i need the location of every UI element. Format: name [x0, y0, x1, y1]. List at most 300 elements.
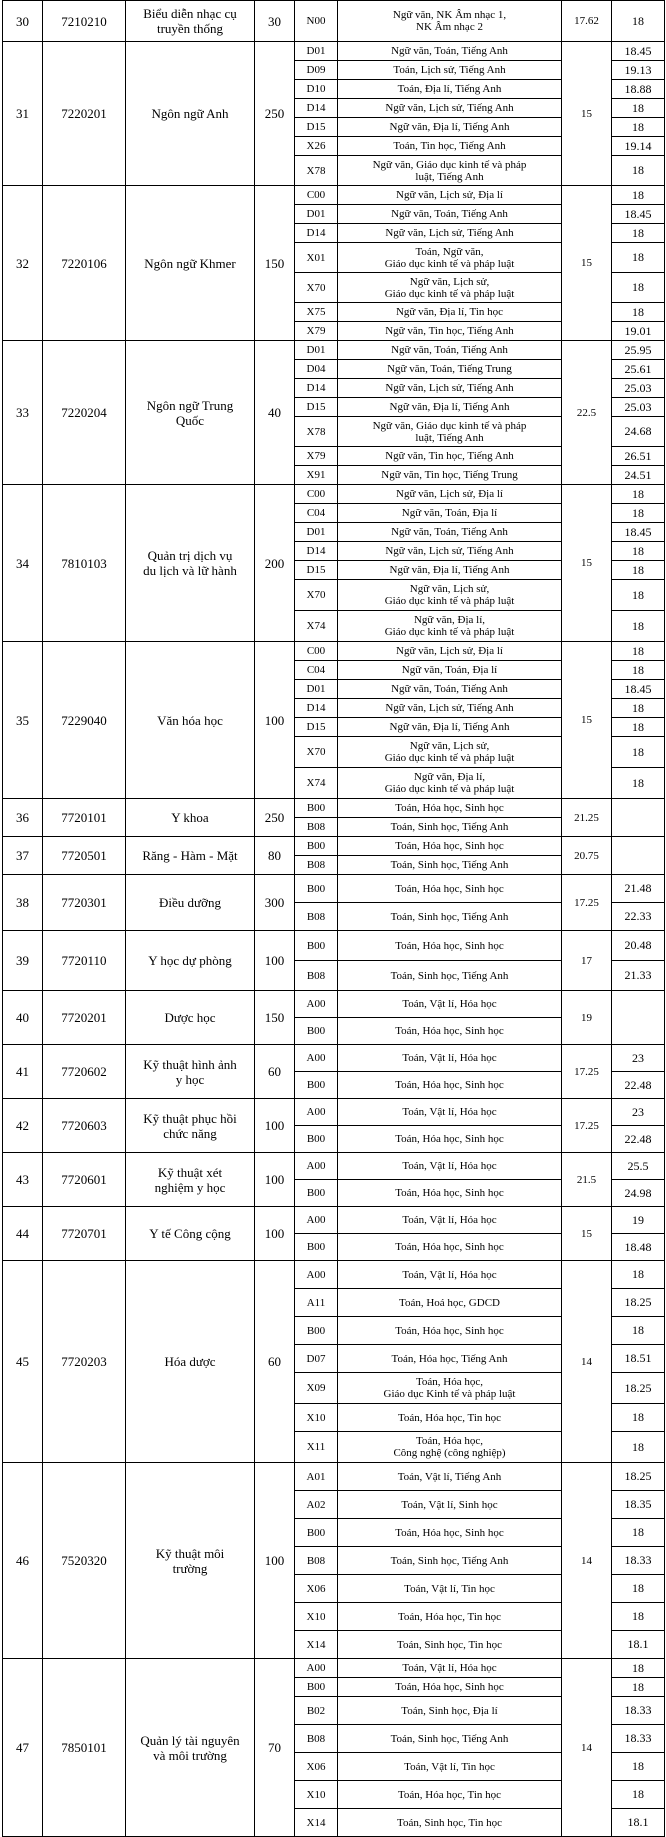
floor-score: 20.75	[562, 837, 612, 875]
combo-code: B08	[295, 1725, 338, 1753]
combo-subjects: Toán, Sinh học, Địa lí	[338, 1697, 562, 1725]
floor-score: 17.62	[562, 1, 612, 42]
combo-score: 24.68	[612, 417, 665, 447]
program-quota: 100	[255, 642, 295, 799]
program-quota: 150	[255, 991, 295, 1045]
floor-score: 17	[562, 931, 612, 991]
program-quota: 100	[255, 931, 295, 991]
combo-score: 19.01	[612, 322, 665, 341]
combo-code: D01	[295, 205, 338, 224]
combo-score: 18	[612, 737, 665, 768]
combo-code: A00	[295, 1099, 338, 1126]
combo-score: 18	[612, 1404, 665, 1432]
combo-subjects: Toán, Sinh học, Tiếng Anh	[338, 903, 562, 931]
combo-score: 18.45	[612, 523, 665, 542]
program-number: 41	[3, 1045, 43, 1099]
combo-subjects: Toán, Sinh học, Tiếng Anh	[338, 818, 562, 837]
combo-subjects: Ngữ văn, NK Âm nhạc 1, NK Âm nhạc 2	[338, 1, 562, 42]
program-name: Y tế Công cộng	[126, 1207, 255, 1261]
table-row	[3, 875, 665, 903]
combo-score: 18	[612, 1261, 665, 1289]
combo-subjects: Ngữ văn, Lịch sử, Tiếng Anh	[338, 224, 562, 243]
combo-subjects: Ngữ văn, Lịch sử, Giáo dục kinh tế và pháp luật	[338, 580, 562, 611]
combo-code: X06	[295, 1753, 338, 1781]
combo-score: 23	[612, 1045, 665, 1072]
combo-code: X10	[295, 1404, 338, 1432]
combo-score: 18	[612, 99, 665, 118]
combo-code: X26	[295, 137, 338, 156]
combo-code: X10	[295, 1781, 338, 1809]
table-row	[3, 837, 665, 856]
combo-score: 19.14	[612, 137, 665, 156]
combo-score: 19.13	[612, 61, 665, 80]
program-name: Quản trị dịch vụ du lịch và lữ hành	[126, 485, 255, 642]
combo-code: X10	[295, 1603, 338, 1631]
table-row	[3, 1207, 665, 1234]
combo-subjects: Toán, Hóa học, Sinh học	[338, 799, 562, 818]
floor-score: 14	[562, 1261, 612, 1463]
combo-score: 18	[612, 1678, 665, 1697]
combo-subjects: Toán, Vật lí, Tin học	[338, 1753, 562, 1781]
combo-subjects: Toán, Sinh học, Tiếng Anh	[338, 1547, 562, 1575]
combo-score: 18	[612, 718, 665, 737]
combo-subjects: Ngữ văn, Tin học, Tiếng Trung	[338, 466, 562, 485]
combo-score: 18	[612, 580, 665, 611]
combo-subjects: Ngữ văn, Địa lí, Tiếng Anh	[338, 561, 562, 580]
program-name: Kỹ thuật phục hồi chức năng	[126, 1099, 255, 1153]
combo-code: B00	[295, 875, 338, 903]
combo-code: D15	[295, 398, 338, 417]
combo-code: D15	[295, 718, 338, 737]
combo-score: 23	[612, 1099, 665, 1126]
combo-code: A11	[295, 1289, 338, 1317]
combo-subjects: Ngữ văn, Địa lí, Giáo dục kinh tế và pháp luật	[338, 768, 562, 799]
combo-score: 18.33	[612, 1725, 665, 1753]
combo-score: 18	[612, 504, 665, 523]
combo-subjects: Toán, Sinh học, Tiếng Anh	[338, 961, 562, 991]
combo-subjects: Toán, Hóa học, Sinh học	[338, 1072, 562, 1099]
combo-code: C00	[295, 642, 338, 661]
combo-score: 22.48	[612, 1072, 665, 1099]
program-name: Kỹ thuật hình ảnh y học	[126, 1045, 255, 1099]
combo-subjects: Ngữ văn, Lịch sử, Tiếng Anh	[338, 542, 562, 561]
floor-score: 19	[562, 991, 612, 1045]
combo-subjects: Ngữ văn, Giáo dục kinh tế và pháp luật, Tiếng Anh	[338, 156, 562, 186]
table-row	[3, 42, 665, 61]
program-code: 7220106	[43, 186, 126, 341]
combo-score: 24.51	[612, 466, 665, 485]
program-name: Răng - Hàm - Mặt	[126, 837, 255, 875]
program-number: 42	[3, 1099, 43, 1153]
program-number: 40	[3, 991, 43, 1045]
table-row	[3, 1, 665, 42]
combo-subjects: Toán, Hóa học, Tin học	[338, 1603, 562, 1631]
table-row	[3, 642, 665, 661]
floor-score: 17.25	[562, 1099, 612, 1153]
combo-code: D07	[295, 1345, 338, 1373]
combo-score: 18	[612, 1781, 665, 1809]
program-number: 43	[3, 1153, 43, 1207]
combo-subjects: Toán, Hóa học, Giáo dục Kinh tế và pháp luật	[338, 1373, 562, 1404]
program-name: Kỹ thuật môi trường	[126, 1463, 255, 1659]
combo-subjects: Toán, Hóa học, Sinh học	[338, 837, 562, 856]
combo-code: B00	[295, 837, 338, 856]
program-code: 7220204	[43, 341, 126, 485]
combo-subjects: Toán, Vật lí, Hóa học	[338, 1153, 562, 1180]
combo-score: 21.33	[612, 961, 665, 991]
table-row	[3, 1659, 665, 1678]
combo-score: 18.88	[612, 80, 665, 99]
combo-code: X78	[295, 417, 338, 447]
combo-code: A00	[295, 1045, 338, 1072]
floor-score: 15	[562, 485, 612, 642]
combo-subjects: Toán, Hóa học, Tiếng Anh	[338, 1345, 562, 1373]
combo-score: 18.35	[612, 1491, 665, 1519]
program-quota: 100	[255, 1153, 295, 1207]
combo-score: 18	[612, 542, 665, 561]
program-code: 7720201	[43, 991, 126, 1045]
combo-subjects: Ngữ văn, Địa lí, Tiếng Anh	[338, 398, 562, 417]
combo-score: 18.33	[612, 1697, 665, 1725]
combo-subjects: Ngữ văn, Toán, Tiếng Anh	[338, 523, 562, 542]
floor-score: 14	[562, 1659, 612, 1837]
program-quota: 150	[255, 186, 295, 341]
combo-subjects: Toán, Vật lí, Sinh học	[338, 1491, 562, 1519]
program-name: Y khoa	[126, 799, 255, 837]
combo-code: X74	[295, 611, 338, 642]
combo-code: X06	[295, 1575, 338, 1603]
combo-score: 18	[612, 1519, 665, 1547]
program-code: 7720701	[43, 1207, 126, 1261]
program-quota: 30	[255, 1, 295, 42]
program-number: 39	[3, 931, 43, 991]
combo-code: C00	[295, 485, 338, 504]
combo-score: 18	[612, 1659, 665, 1678]
program-code: 7720301	[43, 875, 126, 931]
combo-code: D14	[295, 379, 338, 398]
combo-code: B02	[295, 1697, 338, 1725]
combo-code: X70	[295, 580, 338, 611]
table-row	[3, 931, 665, 961]
combo-score: 18	[612, 561, 665, 580]
combo-score: 18.1	[612, 1631, 665, 1659]
floor-score: 17.25	[562, 1045, 612, 1099]
table-row	[3, 186, 665, 205]
table-row	[3, 1463, 665, 1491]
program-code: 7229040	[43, 642, 126, 799]
combo-subjects: Ngữ văn, Tin học, Tiếng Anh	[338, 322, 562, 341]
combo-code: A00	[295, 1153, 338, 1180]
combo-subjects: Ngữ văn, Toán, Địa lí	[338, 504, 562, 523]
program-number: 34	[3, 485, 43, 642]
combo-score: 22.33	[612, 903, 665, 931]
combo-score: 18.25	[612, 1373, 665, 1404]
combo-score: 25.5	[612, 1153, 665, 1180]
combo-subjects: Ngữ văn, Toán, Tiếng Anh	[338, 680, 562, 699]
combo-score: 18	[612, 768, 665, 799]
program-number: 38	[3, 875, 43, 931]
combo-code: A00	[295, 1261, 338, 1289]
program-quota: 80	[255, 837, 295, 875]
combo-score: 18	[612, 611, 665, 642]
combo-score: 18	[612, 1575, 665, 1603]
program-name: Văn hóa học	[126, 642, 255, 799]
program-number: 37	[3, 837, 43, 875]
table-row	[3, 341, 665, 360]
combo-subjects: Toán, Ngữ văn, Giáo dục kinh tế và pháp luật	[338, 243, 562, 273]
combo-score: 18.45	[612, 680, 665, 699]
combo-subjects: Ngữ văn, Lịch sử, Tiếng Anh	[338, 99, 562, 118]
floor-score: 15	[562, 642, 612, 799]
combo-code: X09	[295, 1373, 338, 1404]
combo-code: X70	[295, 273, 338, 303]
program-code: 7720501	[43, 837, 126, 875]
combo-score: 18	[612, 1603, 665, 1631]
combo-code: X14	[295, 1631, 338, 1659]
combo-code: B00	[295, 1317, 338, 1345]
combo-score: 18	[612, 243, 665, 273]
program-quota: 250	[255, 799, 295, 837]
combo-subjects: Toán, Hóa học, Tin học	[338, 1404, 562, 1432]
combo-subjects: Toán, Sinh học, Tiếng Anh	[338, 856, 562, 875]
combo-subjects: Toán, Tin học, Tiếng Anh	[338, 137, 562, 156]
program-number: 45	[3, 1261, 43, 1463]
combo-code: X74	[295, 768, 338, 799]
combo-code: D15	[295, 561, 338, 580]
combo-code: X75	[295, 303, 338, 322]
combo-code: C00	[295, 186, 338, 205]
combo-code: B00	[295, 1018, 338, 1045]
combo-code: D01	[295, 680, 338, 699]
combo-score	[612, 991, 665, 1045]
combo-code: A00	[295, 991, 338, 1018]
program-number: 32	[3, 186, 43, 341]
combo-code: A00	[295, 1207, 338, 1234]
table-row	[3, 799, 665, 818]
combo-subjects: Ngữ văn, Địa lí, Tiếng Anh	[338, 118, 562, 137]
combo-subjects: Toán, Lịch sử, Tiếng Anh	[338, 61, 562, 80]
combo-subjects: Ngữ văn, Toán, Tiếng Anh	[338, 341, 562, 360]
combo-subjects: Toán, Vật lí, Hóa học	[338, 991, 562, 1018]
combo-score: 18	[612, 186, 665, 205]
combo-code: X79	[295, 322, 338, 341]
combo-code: B00	[295, 1180, 338, 1207]
combo-code: N00	[295, 1, 338, 42]
program-number: 44	[3, 1207, 43, 1261]
program-quota: 250	[255, 42, 295, 186]
combo-code: D01	[295, 341, 338, 360]
program-quota: 60	[255, 1045, 295, 1099]
combo-code: D14	[295, 542, 338, 561]
program-code: 7720602	[43, 1045, 126, 1099]
program-code: 7520320	[43, 1463, 126, 1659]
program-quota: 100	[255, 1099, 295, 1153]
combo-score: 18	[612, 303, 665, 322]
floor-score: 15	[562, 186, 612, 341]
combo-subjects: Toán, Vật lí, Hóa học	[338, 1261, 562, 1289]
combo-subjects: Ngữ văn, Địa lí, Tiếng Anh	[338, 718, 562, 737]
combo-subjects: Toán, Sinh học, Tin học	[338, 1631, 562, 1659]
combo-score: 25.61	[612, 360, 665, 379]
combo-code: A01	[295, 1463, 338, 1491]
combo-score: 25.95	[612, 341, 665, 360]
combo-score: 24.98	[612, 1180, 665, 1207]
program-name: Ngôn ngữ Trung Quốc	[126, 341, 255, 485]
combo-score: 18.51	[612, 1345, 665, 1373]
program-code: 7850101	[43, 1659, 126, 1837]
floor-score: 14	[562, 1463, 612, 1659]
floor-score: 21.25	[562, 799, 612, 837]
combo-code: D14	[295, 699, 338, 718]
combo-code: D10	[295, 80, 338, 99]
combo-score: 18.25	[612, 1289, 665, 1317]
combo-subjects: Toán, Hóa học, Sinh học	[338, 1519, 562, 1547]
program-quota: 100	[255, 1463, 295, 1659]
program-name: Quản lý tài nguyên và môi trường	[126, 1659, 255, 1837]
combo-code: B08	[295, 856, 338, 875]
combo-score: 18	[612, 156, 665, 186]
floor-score: 17.25	[562, 875, 612, 931]
combo-code: X01	[295, 243, 338, 273]
combo-subjects: Ngữ văn, Lịch sử, Địa lí	[338, 642, 562, 661]
floor-score: 15	[562, 42, 612, 186]
table-row	[3, 991, 665, 1018]
floor-score: 22.5	[562, 341, 612, 485]
combo-code: B00	[295, 1072, 338, 1099]
combo-subjects: Ngữ văn, Giáo dục kinh tế và pháp luật, Tiếng Anh	[338, 417, 562, 447]
combo-code: A02	[295, 1491, 338, 1519]
combo-score: 25.03	[612, 398, 665, 417]
program-name: Biểu diễn nhạc cụ truyền thống	[126, 1, 255, 42]
combo-subjects: Toán, Vật lí, Hóa học	[338, 1659, 562, 1678]
combo-subjects: Ngữ văn, Toán, Tiếng Anh	[338, 205, 562, 224]
combo-subjects: Toán, Địa lí, Tiếng Anh	[338, 80, 562, 99]
program-number: 46	[3, 1463, 43, 1659]
combo-subjects: Ngữ văn, Toán, Địa lí	[338, 661, 562, 680]
combo-code: B00	[295, 1519, 338, 1547]
program-name: Dược học	[126, 991, 255, 1045]
table-row	[3, 1153, 665, 1180]
program-code: 7810103	[43, 485, 126, 642]
combo-code: D01	[295, 523, 338, 542]
combo-score: 18	[612, 699, 665, 718]
combo-subjects: Toán, Hóa học, Sinh học	[338, 1678, 562, 1697]
combo-subjects: Ngữ văn, Toán, Tiếng Anh	[338, 42, 562, 61]
table-row	[3, 1099, 665, 1126]
combo-score: 18	[612, 1317, 665, 1345]
floor-score: 21.5	[562, 1153, 612, 1207]
combo-subjects: Ngữ văn, Địa lí, Giáo dục kinh tế và pháp luật	[338, 611, 562, 642]
combo-subjects: Ngữ văn, Lịch sử, Địa lí	[338, 186, 562, 205]
combo-score: 18.25	[612, 1463, 665, 1491]
program-number: 33	[3, 341, 43, 485]
combo-score: 18.45	[612, 205, 665, 224]
combo-code: X14	[295, 1809, 338, 1837]
combo-score: 18.33	[612, 1547, 665, 1575]
combo-score: 19	[612, 1207, 665, 1234]
combo-subjects: Toán, Vật lí, Tin học	[338, 1575, 562, 1603]
table-row	[3, 485, 665, 504]
table-row	[3, 1045, 665, 1072]
program-code: 7720603	[43, 1099, 126, 1153]
combo-subjects: Toán, Hóa học, Sinh học	[338, 931, 562, 961]
combo-code: D14	[295, 224, 338, 243]
combo-code: D09	[295, 61, 338, 80]
combo-score: 18	[612, 642, 665, 661]
combo-code: D14	[295, 99, 338, 118]
combo-score: 22.48	[612, 1126, 665, 1153]
combo-score: 18	[612, 1, 665, 42]
combo-subjects: Toán, Hóa học, Sinh học	[338, 1317, 562, 1345]
combo-score: 18	[612, 273, 665, 303]
program-number: 47	[3, 1659, 43, 1837]
combo-score: 18.48	[612, 1234, 665, 1261]
combo-subjects: Ngữ văn, Lịch sử, Tiếng Anh	[338, 379, 562, 398]
combo-subjects: Ngữ văn, Lịch sử, Giáo dục kinh tế và pháp luật	[338, 737, 562, 768]
combo-code: X78	[295, 156, 338, 186]
combo-subjects: Toán, Vật lí, Hóa học	[338, 1099, 562, 1126]
combo-subjects: Toán, Vật lí, Tiếng Anh	[338, 1463, 562, 1491]
combo-subjects: Toán, Hóa học, Sinh học	[338, 1180, 562, 1207]
combo-subjects: Ngữ văn, Tin học, Tiếng Anh	[338, 447, 562, 466]
program-name: Y học dự phòng	[126, 931, 255, 991]
program-number: 31	[3, 42, 43, 186]
program-name: Hóa dược	[126, 1261, 255, 1463]
combo-code: B00	[295, 931, 338, 961]
combo-code: D15	[295, 118, 338, 137]
program-number: 30	[3, 1, 43, 42]
combo-subjects: Toán, Sinh học, Tiếng Anh	[338, 1725, 562, 1753]
program-code: 7720101	[43, 799, 126, 837]
program-quota: 60	[255, 1261, 295, 1463]
combo-code: X70	[295, 737, 338, 768]
combo-score: 18	[612, 1432, 665, 1463]
combo-score: 20.48	[612, 931, 665, 961]
combo-subjects: Toán, Hóa học, Sinh học	[338, 1018, 562, 1045]
program-name: Điều dưỡng	[126, 875, 255, 931]
program-number: 36	[3, 799, 43, 837]
combo-score: 18	[612, 661, 665, 680]
combo-score	[612, 837, 665, 875]
program-name: Ngôn ngữ Anh	[126, 42, 255, 186]
combo-score: 18	[612, 1753, 665, 1781]
combo-subjects: Toán, Sinh học, Tin học	[338, 1809, 562, 1837]
combo-code: B00	[295, 799, 338, 818]
combo-score: 26.51	[612, 447, 665, 466]
program-quota: 70	[255, 1659, 295, 1837]
combo-code: B08	[295, 903, 338, 931]
combo-code: X79	[295, 447, 338, 466]
combo-code: D01	[295, 42, 338, 61]
combo-code: X91	[295, 466, 338, 485]
combo-code: B08	[295, 961, 338, 991]
table-row	[3, 1261, 665, 1289]
combo-score: 18	[612, 485, 665, 504]
combo-subjects: Toán, Hóa học, Sinh học	[338, 1126, 562, 1153]
combo-subjects: Ngữ văn, Địa lí, Tin học	[338, 303, 562, 322]
combo-subjects: Toán, Hóa học, Sinh học	[338, 1234, 562, 1261]
combo-code: C04	[295, 504, 338, 523]
combo-score: 18	[612, 224, 665, 243]
program-code: 7220201	[43, 42, 126, 186]
combo-score: 21.48	[612, 875, 665, 903]
combo-code: B00	[295, 1678, 338, 1697]
program-quota: 40	[255, 341, 295, 485]
combo-code: B00	[295, 1126, 338, 1153]
program-code: 7720203	[43, 1261, 126, 1463]
program-name: Kỹ thuật xét nghiệm y học	[126, 1153, 255, 1207]
combo-subjects: Toán, Hóa học, Tin học	[338, 1781, 562, 1809]
